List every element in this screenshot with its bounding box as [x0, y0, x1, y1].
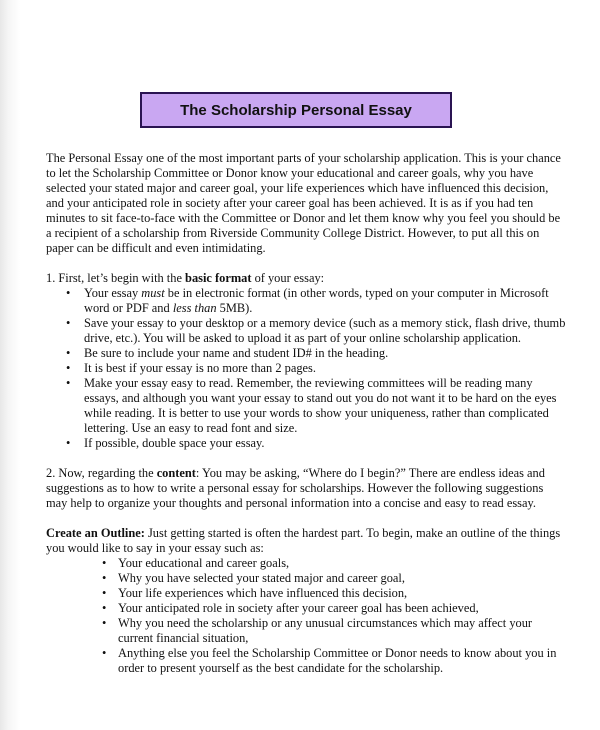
format-bullet-4: • It is best if your essay is no more than 2 pages. — [46, 361, 566, 376]
format-bullet-5: • Make your essay easy to read. Remember, the reviewing committees will be reading many essays, and although you want your essay to stand out you do not want it to be hard on the eyes while reading. It is better to use your words to show your uniqueness, rather than complicated lettering. Use an easy to read font and size. — [46, 376, 566, 436]
format-bullet-2: • Save your essay to your desktop or a memory device (such as a memory stick, flash drive, thumb drive, etc.). You will be asked to upload it as part of your online scholarship application. — [46, 316, 566, 346]
outline-paragraph — [46, 526, 566, 556]
outline-item: • Why you need the scholarship or any unusual circumstances which may affect your current financial situation, — [46, 616, 566, 646]
format-bullet-list — [46, 286, 566, 451]
format-bullet-6: • If possible, double space your essay. — [46, 436, 566, 451]
page-edge-shadow — [0, 0, 20, 730]
section-1-prefix: 1. First, let’s begin with the — [46, 271, 186, 285]
document-body — [46, 151, 566, 676]
outline-item: • Why you have selected your stated major and career goal, — [46, 571, 566, 586]
outline-item: • Anything else you feel the Scholarship Committee or Donor needs to know about you in order to present yourself as the best candidate for the scholarship. — [46, 646, 566, 676]
outline-item: • Your educational and career goals, — [46, 556, 566, 571]
document-title: The Scholarship Personal Essay — [180, 101, 412, 119]
format-bullet-1 — [46, 286, 566, 316]
section-1-suffix: of your essay: — [251, 271, 325, 285]
section-1-heading — [46, 271, 566, 286]
outline-item: • Your life experiences which have influenced this decision, — [46, 586, 566, 601]
bullet-1-part-e: 5MB). — [216, 301, 253, 315]
bullet-1-part-a: Your essay — [84, 286, 142, 300]
outline-item: • Your anticipated role in society after your career goal has been achieved, — [46, 601, 566, 616]
section-2-suffix: : You may be asking, “Where do I begin?” There are endless ideas and suggestions as to how to write a personal essay for scholarships. However the following suggestions may help to organize your thoughts and personal information into a concise and easy to read essay. — [46, 466, 545, 510]
outline-heading: Create an Outline: — [46, 526, 145, 540]
outline-text: Just getting started is often the hardest part. To begin, make an outline of the things you would like to say in your essay such as: — [46, 526, 561, 555]
outline-bullet-list — [46, 556, 566, 676]
section-2-prefix: 2. Now, regarding the — [46, 466, 157, 480]
section-2-paragraph — [46, 466, 566, 511]
section-1-bold: basic format — [185, 271, 252, 285]
format-bullet-3: • Be sure to include your name and student ID# in the heading. — [46, 346, 566, 361]
bullet-1-part-c: be in electronic format (in other words, typed on your computer in Microsoft word or PDF and — [84, 286, 549, 315]
bullet-1-part-b: must — [141, 286, 165, 300]
bullet-1-part-d: less than — [172, 301, 217, 315]
document-title-box — [140, 92, 452, 128]
section-2-bold: content — [156, 466, 196, 480]
intro-paragraph: The Personal Essay one of the most important parts of your scholarship application. This is your chance to let the Scholarship Committee or Donor know your educational and career goals, why you have selected your stated major and career goal, your life experiences which have influenced this decision, and your anticipated role in society after your career goal has been achieved. It is as if you had ten minutes to sit face-to-face with the Committee or Donor and let them know why you feel you should be a recipient of a scholarship from Riverside Community College District. However, to put all this on paper can be difficult and even intimidating. — [46, 151, 561, 255]
